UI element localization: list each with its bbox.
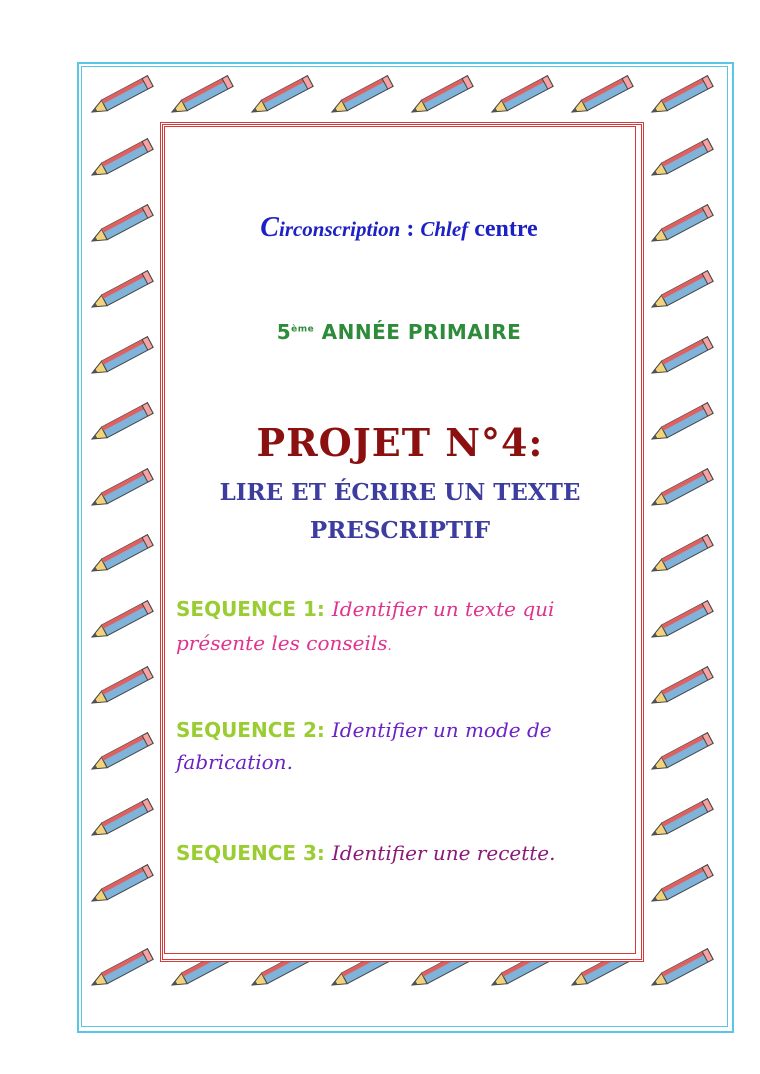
pencil-icon xyxy=(489,76,553,118)
pencil-icon xyxy=(89,949,153,991)
pencil-icon xyxy=(89,667,153,709)
pencil-icon xyxy=(649,139,713,181)
pencil-icon xyxy=(649,271,713,313)
sequence-1-continued xyxy=(176,631,392,655)
pencil-icon xyxy=(329,76,393,118)
pencil-icon xyxy=(649,76,713,118)
pencil-icon xyxy=(89,271,153,313)
level-label: ANNÉE PRIMAIRE xyxy=(314,320,522,344)
sequence-1 xyxy=(176,597,554,621)
sequence-2 xyxy=(176,718,552,742)
pencil-icon xyxy=(649,667,713,709)
pencil-icon xyxy=(569,76,633,118)
sequence-2-label: SEQUENCE 2: xyxy=(176,718,332,742)
project-title: PROJET N°4: xyxy=(256,420,544,465)
circonscription-line xyxy=(0,212,760,244)
centre-word: centre xyxy=(468,216,538,242)
circonscription-initial: C xyxy=(260,212,279,243)
sequence-3 xyxy=(176,841,556,865)
pencil-icon xyxy=(89,733,153,775)
pencil-icon xyxy=(649,601,713,643)
sequence-3-text: Identifier une recette. xyxy=(331,841,556,865)
pencil-icon xyxy=(89,76,153,118)
pencil-icon xyxy=(249,76,313,118)
pencil-icon xyxy=(409,76,473,118)
sequence-2-text-line2: fabrication. xyxy=(176,750,293,774)
pencil-icon xyxy=(649,865,713,907)
sequence-2-text: Identifier un mode de xyxy=(331,718,552,742)
circonscription-colon: : xyxy=(400,216,421,242)
pencil-icon xyxy=(89,139,153,181)
sequence-1-period: . xyxy=(387,639,392,654)
pencil-icon xyxy=(89,865,153,907)
pencil-icon xyxy=(649,733,713,775)
sequence-2-continued xyxy=(176,750,293,774)
pencil-icon xyxy=(649,949,713,991)
project-subtitle-line1: LIRE ET ÉCRIRE UN TEXTE xyxy=(219,479,581,506)
pencil-icon xyxy=(649,799,713,841)
pencil-icon xyxy=(89,601,153,643)
circonscription-word: irconscription xyxy=(278,217,401,241)
level-number: 5 xyxy=(276,320,292,344)
city-name: Chlef xyxy=(420,217,469,241)
level-ordinal-suffix: ème xyxy=(291,324,315,335)
project-subtitle-line2: PRESCRIPTIF xyxy=(309,517,491,544)
sequence-1-label: SEQUENCE 1: xyxy=(176,597,332,621)
sequence-1-text: Identifier un texte qui xyxy=(331,597,555,621)
pencil-icon xyxy=(89,799,153,841)
sequence-1-text-line2: présente les conseils xyxy=(176,631,388,655)
sequence-3-label: SEQUENCE 3: xyxy=(176,841,332,865)
pencil-icon xyxy=(169,76,233,118)
school-level xyxy=(0,320,760,344)
